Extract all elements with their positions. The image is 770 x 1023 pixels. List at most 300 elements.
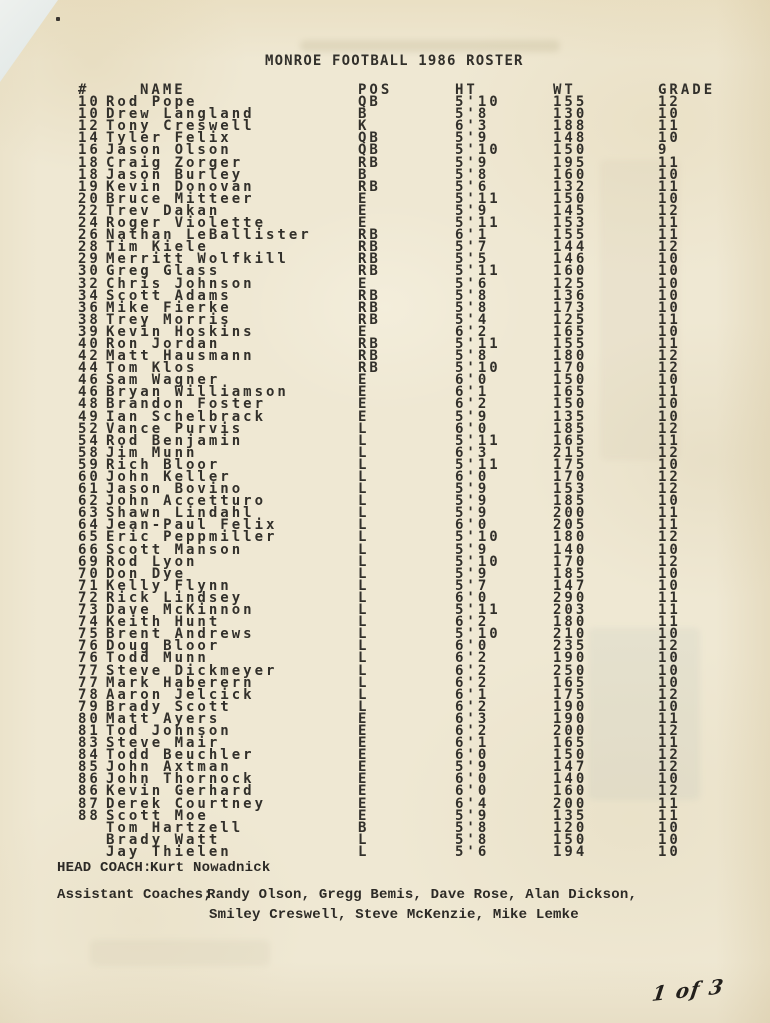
player-height: 5'9 — [455, 202, 490, 219]
player-position: B — [358, 819, 370, 836]
player-position: L — [358, 674, 370, 691]
player-grade: 10 — [658, 372, 681, 389]
player-number: 78 — [78, 686, 101, 703]
player-name: Todd Munn — [106, 650, 209, 667]
player-position: L — [358, 565, 370, 582]
player-name: Nathan LeBallister — [106, 227, 312, 244]
player-weight: 175 — [553, 686, 588, 703]
player-weight: 145 — [553, 202, 588, 219]
player-grade: 11 — [658, 807, 681, 824]
player-height: 5'9 — [455, 541, 490, 558]
player-height: 6'1 — [455, 227, 490, 244]
player-grade: 12 — [658, 94, 681, 111]
player-name: Shawn Lindahl — [106, 505, 255, 522]
player-name: Rich Bloor — [106, 456, 221, 473]
player-position: RB — [358, 311, 381, 328]
player-height: 6'3 — [455, 710, 490, 727]
player-height: 6'0 — [455, 783, 490, 800]
player-height: 5'9 — [455, 759, 490, 776]
player-name: Craig Zorger — [106, 154, 244, 171]
player-grade: 12 — [658, 348, 681, 365]
page-corner-fold — [0, 0, 66, 92]
player-name: Derek Courtney — [106, 795, 267, 812]
player-position: QB — [358, 142, 381, 159]
player-weight: 203 — [553, 602, 588, 619]
player-weight: 200 — [553, 722, 588, 739]
player-number: 28 — [78, 239, 101, 256]
player-name: Dave McKinnon — [106, 602, 255, 619]
player-grade: 12 — [658, 638, 681, 655]
player-name: Mark Haberern — [106, 674, 255, 691]
player-name: John Thornock — [106, 771, 255, 788]
player-height: 6'2 — [455, 698, 490, 715]
player-name: Brady Watt — [106, 831, 221, 848]
player-position: QB — [358, 130, 381, 147]
player-grade: 12 — [658, 553, 681, 570]
player-position: L — [358, 432, 370, 449]
player-number: 83 — [78, 735, 101, 752]
player-weight: 136 — [553, 287, 588, 304]
player-position: L — [358, 553, 370, 570]
player-number: 84 — [78, 747, 101, 764]
player-position: E — [358, 202, 370, 219]
player-number: 87 — [78, 795, 101, 812]
player-height: 5'6 — [455, 843, 490, 860]
player-number: 80 — [78, 710, 101, 727]
player-grade: 12 — [658, 360, 681, 377]
player-grade: 12 — [658, 239, 681, 256]
player-grade: 12 — [658, 420, 681, 437]
player-position: E — [358, 384, 370, 401]
roster-row — [0, 843, 770, 860]
player-grade: 11 — [658, 215, 681, 232]
player-name: Scott Manson — [106, 541, 244, 558]
player-grade: 12 — [658, 202, 681, 219]
player-height: 5'8 — [455, 166, 490, 183]
player-name: Don Dye — [106, 565, 187, 582]
player-number: 19 — [78, 178, 101, 195]
player-grade: 12 — [658, 686, 681, 703]
player-name: Tom Hartzell — [106, 819, 244, 836]
player-name: Scott Adams — [106, 287, 232, 304]
player-weight: 125 — [553, 311, 588, 328]
player-number: 76 — [78, 650, 101, 667]
player-grade: 11 — [658, 178, 681, 195]
player-name: Mike Fierke — [106, 299, 232, 316]
player-height: 5'9 — [455, 130, 490, 147]
player-name: Jason Olson — [106, 142, 232, 159]
player-position: L — [358, 517, 370, 534]
player-number: 58 — [78, 444, 101, 461]
player-number: 88 — [78, 807, 101, 824]
player-position: L — [358, 541, 370, 558]
assistant-coaches-names-line1: Randy Olson, Gregg Bemis, Dave Rose, Alan Dickson, — [207, 887, 638, 903]
player-number: 18 — [78, 166, 101, 183]
player-weight: 148 — [553, 130, 588, 147]
player-name: Jason Bovino — [106, 481, 244, 498]
player-position: E — [358, 795, 370, 812]
player-name: Ron Jordan — [106, 335, 221, 352]
player-number: 40 — [78, 335, 101, 352]
player-height: 5'8 — [455, 348, 490, 365]
player-grade: 11 — [658, 602, 681, 619]
player-number: 54 — [78, 432, 101, 449]
player-height: 5'10 — [455, 142, 501, 159]
player-position: L — [358, 493, 370, 510]
player-name: Aaron Jelcick — [106, 686, 255, 703]
player-name: Steve Dickmeyer — [106, 662, 278, 679]
player-weight: 165 — [553, 432, 588, 449]
player-number: 38 — [78, 311, 101, 328]
player-height: 5'8 — [455, 287, 490, 304]
player-weight: 147 — [553, 759, 588, 776]
player-weight: 165 — [553, 384, 588, 401]
player-weight: 173 — [553, 299, 588, 316]
player-height: 5'10 — [455, 94, 501, 111]
assistant-coaches-line — [0, 887, 770, 903]
player-name: Brady Scott — [106, 698, 232, 715]
player-weight: 170 — [553, 553, 588, 570]
player-height: 5'11 — [455, 456, 501, 473]
player-position: L — [358, 589, 370, 606]
player-weight: 135 — [553, 408, 588, 425]
player-number: 26 — [78, 227, 101, 244]
player-number: 77 — [78, 662, 101, 679]
player-name: John Keller — [106, 469, 232, 485]
player-grade: 10 — [658, 408, 681, 425]
player-position: L — [358, 529, 370, 546]
player-height: 6'2 — [455, 614, 490, 631]
player-grade: 12 — [658, 722, 681, 739]
player-grade: 12 — [658, 529, 681, 546]
head-coach-line — [0, 860, 770, 876]
player-name: Vance Purvis — [106, 420, 244, 437]
player-number: 48 — [78, 396, 101, 413]
player-grade: 10 — [658, 650, 681, 667]
player-number: 32 — [78, 275, 101, 292]
player-grade: 10 — [658, 106, 681, 123]
player-weight: 146 — [553, 251, 588, 268]
player-weight: 120 — [553, 819, 588, 836]
player-position: E — [358, 735, 370, 752]
player-position: L — [358, 626, 370, 643]
player-grade: 11 — [658, 154, 681, 171]
player-height: 6'2 — [455, 722, 490, 739]
player-number: 65 — [78, 529, 101, 546]
player-height: 5'10 — [455, 626, 501, 643]
player-number: 76 — [78, 638, 101, 655]
player-number: 66 — [78, 541, 101, 558]
player-weight: 235 — [553, 638, 588, 655]
player-name: Drew Langland — [106, 106, 255, 123]
player-weight: 290 — [553, 589, 588, 606]
player-weight: 140 — [553, 541, 588, 558]
player-grade: 11 — [658, 311, 681, 328]
player-number: 39 — [78, 323, 101, 340]
player-name: Tony Creswell — [106, 118, 255, 135]
player-name: John Axtman — [106, 759, 232, 776]
player-position: E — [358, 771, 370, 788]
player-weight: 190 — [553, 650, 588, 667]
player-height: 6'1 — [455, 735, 490, 752]
player-number: 52 — [78, 420, 101, 437]
player-position: RB — [358, 299, 381, 316]
player-grade: 10 — [658, 287, 681, 304]
player-grade: 11 — [658, 795, 681, 812]
player-height: 5'11 — [455, 432, 501, 449]
player-height: 6'0 — [455, 771, 490, 788]
player-height: 6'4 — [455, 795, 490, 812]
player-height: 5'10 — [455, 360, 501, 377]
player-number: 46 — [78, 384, 101, 401]
player-height: 6'0 — [455, 469, 490, 485]
player-height: 6'1 — [455, 384, 490, 401]
player-number: 20 — [78, 190, 101, 207]
player-name: Todd Beuchler — [106, 747, 255, 764]
player-position: E — [358, 190, 370, 207]
bleed-through-mark — [300, 40, 560, 52]
player-position: L — [358, 481, 370, 498]
player-grade: 10 — [658, 831, 681, 848]
handwritten-page-number: 1 of 3 — [650, 973, 727, 1007]
player-grade: 9 — [658, 142, 670, 159]
player-number: 49 — [78, 408, 101, 425]
player-position: L — [358, 420, 370, 437]
player-grade: 10 — [658, 493, 681, 510]
player-name: Tyler Felix — [106, 130, 232, 147]
player-name: Rick Lindsey — [106, 589, 244, 606]
player-position: E — [358, 408, 370, 425]
player-weight: 150 — [553, 747, 588, 764]
player-weight: 150 — [553, 190, 588, 207]
player-weight: 185 — [553, 420, 588, 437]
player-position: RB — [358, 335, 381, 352]
player-position: L — [358, 662, 370, 679]
player-number: 14 — [78, 130, 101, 147]
player-height: 6'0 — [455, 589, 490, 606]
player-position: L — [358, 843, 370, 860]
player-position: E — [358, 275, 370, 292]
player-height: 5'5 — [455, 251, 490, 268]
player-height: 5'8 — [455, 831, 490, 848]
player-name: Keith Hunt — [106, 614, 221, 631]
player-weight: 180 — [553, 348, 588, 365]
player-number: 73 — [78, 602, 101, 619]
player-grade: 11 — [658, 517, 681, 534]
player-name: Brent Andrews — [106, 626, 255, 643]
player-number: 60 — [78, 469, 101, 485]
player-height: 5'9 — [455, 505, 490, 522]
player-height: 5'11 — [455, 335, 501, 352]
player-height: 5'8 — [455, 299, 490, 316]
player-weight: 200 — [553, 795, 588, 812]
player-number: 12 — [78, 118, 101, 135]
player-grade: 11 — [658, 432, 681, 449]
player-height: 6'2 — [455, 396, 490, 413]
player-grade: 12 — [658, 469, 681, 485]
player-name: Jean-Paul Felix — [106, 517, 278, 534]
player-number: 10 — [78, 106, 101, 123]
player-position: RB — [358, 251, 381, 268]
player-weight: 195 — [553, 154, 588, 171]
player-name: Eric Peppmiller — [106, 529, 278, 546]
player-grade: 10 — [658, 275, 681, 292]
player-position: RB — [358, 360, 381, 377]
player-number: 85 — [78, 759, 101, 776]
player-number: 46 — [78, 372, 101, 389]
player-position: RB — [358, 178, 381, 195]
roster-table — [0, 84, 770, 858]
player-height: 5'8 — [455, 106, 490, 123]
player-number: 10 — [78, 94, 101, 111]
player-grade: 12 — [658, 444, 681, 461]
player-number: 71 — [78, 577, 101, 594]
player-number: 69 — [78, 553, 101, 570]
player-height: 6'3 — [455, 444, 490, 461]
head-coach-label: HEAD COACH: — [57, 860, 152, 876]
player-height: 5'10 — [455, 529, 501, 546]
player-weight: 185 — [553, 493, 588, 510]
player-weight: 160 — [553, 783, 588, 800]
player-weight: 150 — [553, 142, 588, 159]
assistant-coaches-names-line2: Smiley Creswell, Steve McKenzie, Mike Lemke — [209, 907, 579, 923]
player-weight: 160 — [553, 263, 588, 280]
player-name: Doug Bloor — [106, 638, 221, 655]
player-position: L — [358, 638, 370, 655]
player-number: 44 — [78, 360, 101, 377]
player-grade: 11 — [658, 735, 681, 752]
player-number: 74 — [78, 614, 101, 631]
player-name: Rod Benjamin — [106, 432, 244, 449]
player-weight: 150 — [553, 831, 588, 848]
player-number: 64 — [78, 517, 101, 534]
player-name: Kelly Flynn — [106, 577, 232, 594]
player-height: 5'11 — [455, 263, 501, 280]
player-weight: 165 — [553, 674, 588, 691]
player-weight: 170 — [553, 469, 588, 485]
player-number: 86 — [78, 771, 101, 788]
player-name: Brandon Foster — [106, 396, 267, 413]
player-position: RB — [358, 239, 381, 256]
player-number: 70 — [78, 565, 101, 582]
player-height: 5'9 — [455, 493, 490, 510]
player-weight: 155 — [553, 335, 588, 352]
player-number: 36 — [78, 299, 101, 316]
player-name: Ian Schelbrack — [106, 408, 267, 425]
player-position: L — [358, 505, 370, 522]
player-name: John Accetturo — [106, 493, 267, 510]
player-number: 30 — [78, 263, 101, 280]
player-name: Tim Kiele — [106, 239, 209, 256]
player-height: 5'11 — [455, 215, 501, 232]
player-weight: 190 — [553, 698, 588, 715]
col-header-number: # — [78, 82, 90, 98]
paper-speck — [56, 17, 60, 21]
player-grade: 11 — [658, 118, 681, 135]
player-weight: 153 — [553, 481, 588, 498]
player-name: Jim Munn — [106, 444, 198, 461]
player-height: 6'2 — [455, 650, 490, 667]
player-name: Chris Johnson — [106, 275, 255, 292]
player-position: L — [358, 831, 370, 848]
player-grade: 11 — [658, 505, 681, 522]
player-number: 72 — [78, 589, 101, 606]
player-weight: 205 — [553, 517, 588, 534]
player-weight: 200 — [553, 505, 588, 522]
player-number: 59 — [78, 456, 101, 473]
player-grade: 12 — [658, 759, 681, 776]
player-height: 5'7 — [455, 577, 490, 594]
player-weight: 194 — [553, 843, 588, 860]
player-grade: 10 — [658, 674, 681, 691]
player-weight: 125 — [553, 275, 588, 292]
player-height: 6'0 — [455, 517, 490, 534]
player-weight: 135 — [553, 807, 588, 824]
player-number: 34 — [78, 287, 101, 304]
player-position: L — [358, 602, 370, 619]
player-position: E — [358, 396, 370, 413]
player-name: Trey Morris — [106, 311, 232, 328]
player-grade: 11 — [658, 710, 681, 727]
player-grade: 10 — [658, 698, 681, 715]
player-weight: 140 — [553, 771, 588, 788]
player-height: 6'0 — [455, 420, 490, 437]
player-name: Scott Moe — [106, 807, 209, 824]
player-name: Jay Thielen — [106, 843, 232, 860]
player-position: E — [358, 807, 370, 824]
player-height: 5'10 — [455, 553, 501, 570]
player-position: L — [358, 614, 370, 631]
player-name: Merritt Wolfkill — [106, 251, 289, 268]
player-number: 86 — [78, 783, 101, 800]
player-position: K — [358, 118, 370, 135]
player-weight: 188 — [553, 118, 588, 135]
player-name: Kevin Hoskins — [106, 323, 255, 340]
assistant-coaches-line2 — [0, 907, 770, 923]
player-weight: 180 — [553, 614, 588, 631]
player-position: B — [358, 106, 370, 123]
player-weight: 130 — [553, 106, 588, 123]
player-position: L — [358, 686, 370, 703]
player-grade: 12 — [658, 481, 681, 498]
player-weight: 165 — [553, 323, 588, 340]
player-height: 6'2 — [455, 674, 490, 691]
player-height: 5'9 — [455, 807, 490, 824]
player-name: Roger Violette — [106, 215, 267, 232]
player-position: E — [358, 323, 370, 340]
player-weight: 185 — [553, 565, 588, 582]
player-grade: 10 — [658, 577, 681, 594]
player-position: E — [358, 759, 370, 776]
player-weight: 150 — [553, 372, 588, 389]
player-number: 29 — [78, 251, 101, 268]
player-position: QB — [358, 94, 381, 111]
player-grade: 10 — [658, 565, 681, 582]
player-weight: 250 — [553, 662, 588, 679]
col-header-position: POS — [358, 82, 393, 98]
page-title: MONROE FOOTBALL 1986 ROSTER — [265, 53, 524, 69]
player-weight: 210 — [553, 626, 588, 643]
player-name: Bruce Mitteer — [106, 190, 255, 207]
player-grade: 10 — [658, 819, 681, 836]
player-position: L — [358, 469, 370, 485]
player-height: 5'9 — [455, 154, 490, 171]
head-coach-name: Kurt Nowadnick — [150, 860, 271, 876]
player-height: 6'0 — [455, 372, 490, 389]
player-name: Greg Glass — [106, 263, 221, 280]
player-grade: 11 — [658, 589, 681, 606]
player-weight: 160 — [553, 166, 588, 183]
